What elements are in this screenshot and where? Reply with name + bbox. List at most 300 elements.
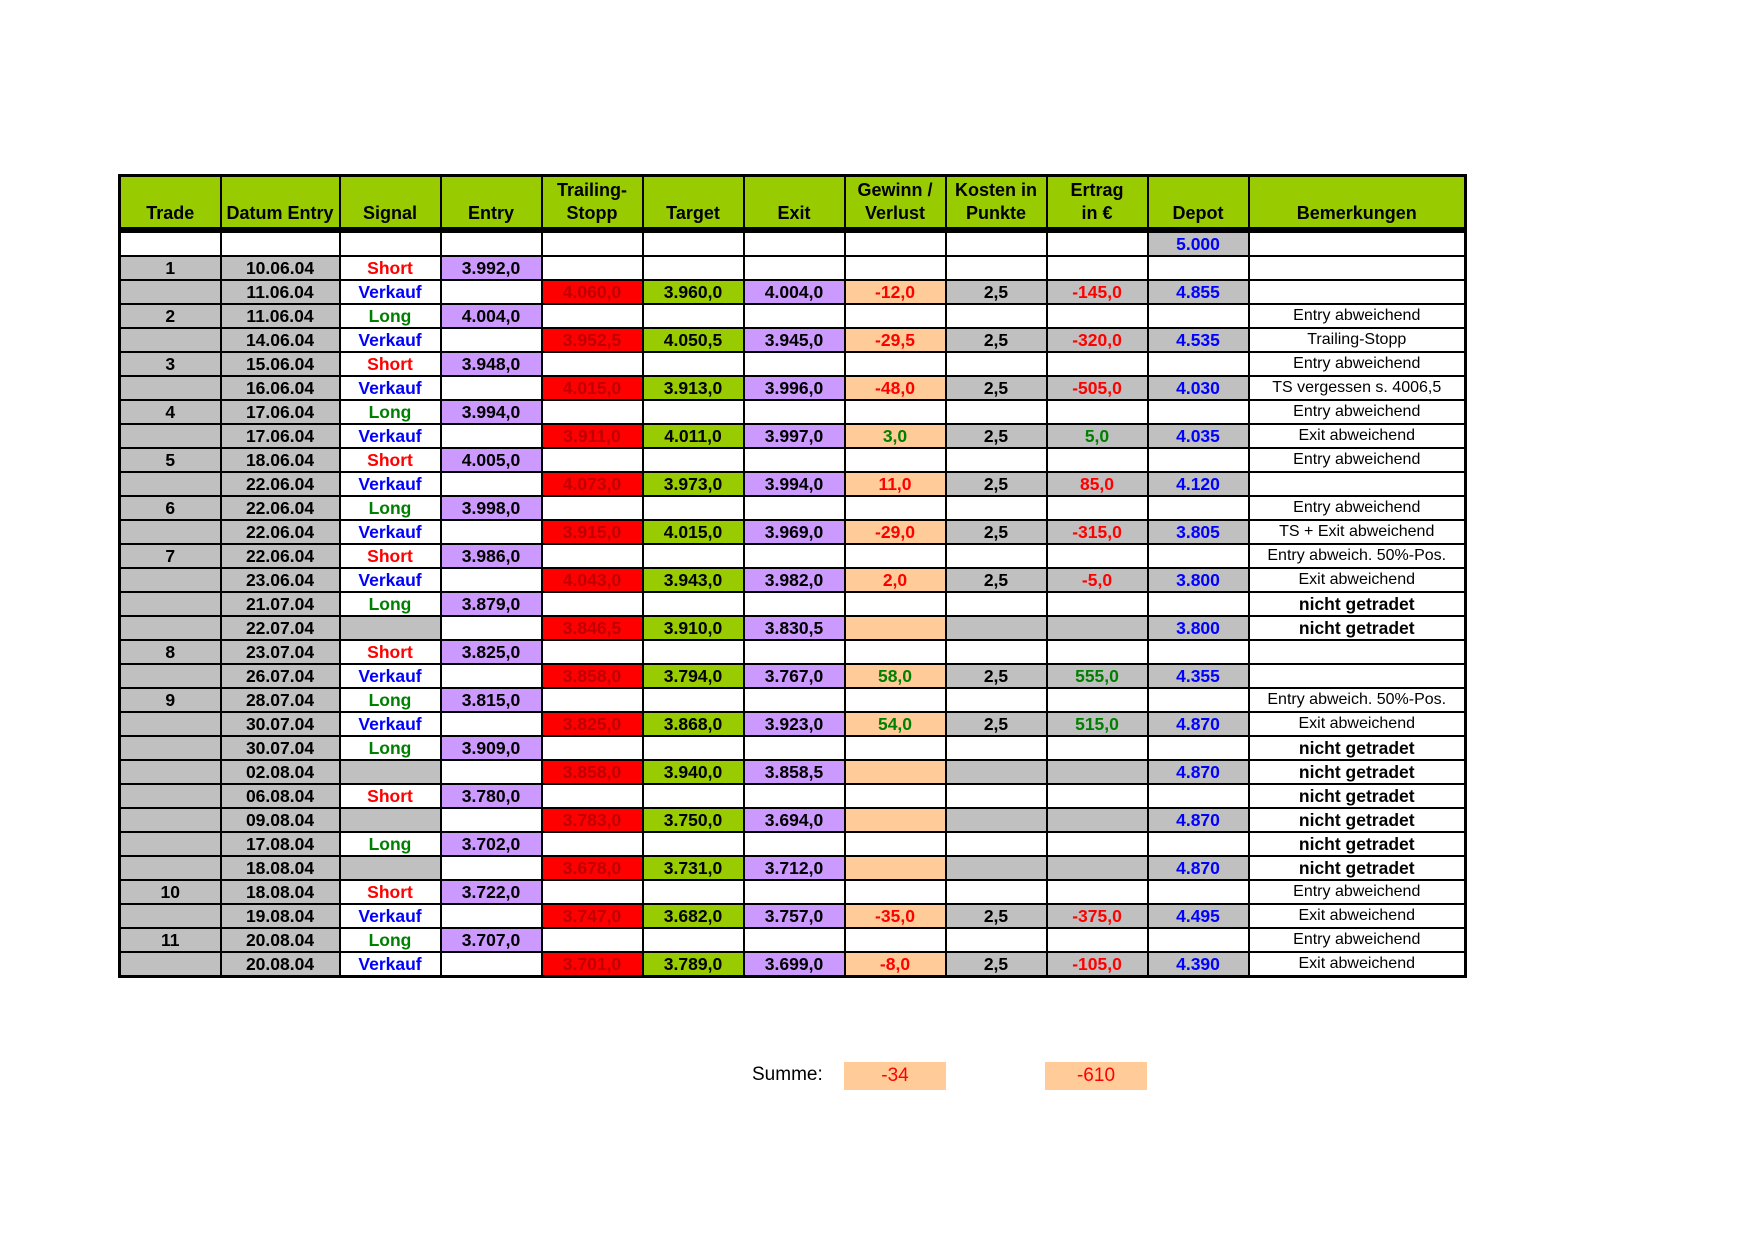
cell-target: 3.750,0: [643, 808, 744, 832]
cell-date: 19.08.04: [221, 904, 340, 928]
cell-signal: Short: [340, 880, 441, 904]
table-row: [120, 568, 1466, 592]
cell-exit: 3.830,5: [744, 616, 845, 640]
cell-trailing-stopp: 3.825,0: [542, 712, 643, 736]
cell-date: 17.06.04: [221, 424, 340, 448]
cell-gewinn-verlust: 11,0: [845, 472, 946, 496]
cell-kosten: [946, 592, 1047, 616]
cell-date: 11.06.04: [221, 280, 340, 304]
cell-entry: [441, 616, 542, 640]
cell-gewinn-verlust: -29,0: [845, 520, 946, 544]
cell-exit: 3.767,0: [744, 664, 845, 688]
cell-bemerkungen: Exit abweichend: [1249, 952, 1466, 977]
cell-date: 18.06.04: [221, 448, 340, 472]
cell-exit: 3.994,0: [744, 472, 845, 496]
cell-depot: 4.870: [1148, 856, 1249, 880]
trade-journal-table: [118, 174, 1467, 978]
cell-target: [643, 352, 744, 376]
cell-ertrag: -505,0: [1047, 376, 1148, 400]
cell-gewinn-verlust: [845, 304, 946, 328]
cell-gewinn-verlust: [845, 928, 946, 952]
table-row: [120, 736, 1466, 760]
table-row: [120, 520, 1466, 544]
cell-date: 18.08.04: [221, 880, 340, 904]
cell-trade: 6: [120, 496, 221, 520]
cell-entry: 3.998,0: [441, 496, 542, 520]
cell-depot: [1148, 736, 1249, 760]
cell-kosten: [946, 304, 1047, 328]
cell-entry: 3.986,0: [441, 544, 542, 568]
cell-depot: 4.870: [1148, 760, 1249, 784]
cell-trailing-stopp: [542, 736, 643, 760]
cell-trade: [120, 952, 221, 977]
cell-target: 3.682,0: [643, 904, 744, 928]
cell-signal: Short: [340, 256, 441, 280]
cell-gewinn-verlust: 2,0: [845, 568, 946, 592]
cell-bemerkungen: Trailing-Stopp: [1249, 328, 1466, 352]
cell-target: [643, 928, 744, 952]
cell-kosten: 2,5: [946, 328, 1047, 352]
cell-target: [643, 736, 744, 760]
cell-target: 4.050,5: [643, 328, 744, 352]
cell-gewinn-verlust: [845, 832, 946, 856]
cell-gewinn-verlust: -35,0: [845, 904, 946, 928]
cell-trade: 9: [120, 688, 221, 712]
cell-entry: 4.004,0: [441, 304, 542, 328]
cell-exit: [744, 256, 845, 280]
table-row: [120, 472, 1466, 496]
cell-trade: 5: [120, 448, 221, 472]
cell-target: 3.910,0: [643, 616, 744, 640]
cell-kosten: [946, 928, 1047, 952]
cell-kosten: [946, 230, 1047, 256]
cell-bemerkungen: Entry abweich. 50%-Pos.: [1249, 544, 1466, 568]
cell-signal: Long: [340, 736, 441, 760]
cell-depot: [1148, 880, 1249, 904]
cell-depot: 4.855: [1148, 280, 1249, 304]
cell-date: 10.06.04: [221, 256, 340, 280]
cell-signal: Long: [340, 688, 441, 712]
cell-signal: Verkauf: [340, 712, 441, 736]
cell-exit: 3.757,0: [744, 904, 845, 928]
table-row: [120, 688, 1466, 712]
cell-date: 06.08.04: [221, 784, 340, 808]
cell-trade: [120, 520, 221, 544]
cell-exit: [744, 496, 845, 520]
cell-target: [643, 256, 744, 280]
cell-date: 15.06.04: [221, 352, 340, 376]
table-row: [120, 592, 1466, 616]
cell-date: 09.08.04: [221, 808, 340, 832]
cell-exit: 3.969,0: [744, 520, 845, 544]
cell-bemerkungen: Exit abweichend: [1249, 712, 1466, 736]
cell-gewinn-verlust: 58,0: [845, 664, 946, 688]
header-ertrag: [1047, 176, 1148, 231]
table-row: [120, 880, 1466, 904]
cell-date: 17.06.04: [221, 400, 340, 424]
cell-depot: [1148, 832, 1249, 856]
table-row: [120, 328, 1466, 352]
cell-ertrag: 85,0: [1047, 472, 1148, 496]
cell-target: 3.960,0: [643, 280, 744, 304]
cell-signal: Long: [340, 832, 441, 856]
cell-depot: 4.355: [1148, 664, 1249, 688]
cell-gewinn-verlust: [845, 856, 946, 880]
cell-target: [643, 544, 744, 568]
cell-target: 3.868,0: [643, 712, 744, 736]
table-row: [120, 352, 1466, 376]
table-row: [120, 952, 1466, 977]
cell-depot: [1148, 640, 1249, 664]
cell-entry: [441, 760, 542, 784]
cell-bemerkungen: nicht getradet: [1249, 808, 1466, 832]
cell-gewinn-verlust: [845, 400, 946, 424]
cell-depot: [1148, 928, 1249, 952]
cell-entry: [441, 664, 542, 688]
cell-target: 3.789,0: [643, 952, 744, 977]
cell-target: 3.731,0: [643, 856, 744, 880]
cell-trailing-stopp: 3.952,5: [542, 328, 643, 352]
cell-kosten: [946, 544, 1047, 568]
cell-depot: [1148, 352, 1249, 376]
cell-entry: 3.815,0: [441, 688, 542, 712]
cell-entry: [441, 472, 542, 496]
cell-gewinn-verlust: 54,0: [845, 712, 946, 736]
header-row: [120, 176, 1466, 231]
cell-trade: [120, 736, 221, 760]
cell-entry: [441, 280, 542, 304]
cell-ertrag: 515,0: [1047, 712, 1148, 736]
cell-depot: 4.030: [1148, 376, 1249, 400]
cell-ertrag: [1047, 856, 1148, 880]
cell-trade: [120, 856, 221, 880]
cell-entry: [441, 376, 542, 400]
cell-bemerkungen: [1249, 664, 1466, 688]
cell-bemerkungen: Exit abweichend: [1249, 904, 1466, 928]
cell-trade: 11: [120, 928, 221, 952]
cell-trade: [120, 760, 221, 784]
cell-gewinn-verlust: [845, 784, 946, 808]
cell-entry: [441, 424, 542, 448]
cell-signal: Verkauf: [340, 568, 441, 592]
cell-trade: [120, 592, 221, 616]
table-row: [120, 376, 1466, 400]
cell-kosten: [946, 352, 1047, 376]
header-kosten-line2: Punkte: [965, 203, 1026, 223]
cell-entry: [441, 712, 542, 736]
cell-depot: [1148, 448, 1249, 472]
cell-gewinn-verlust: [845, 592, 946, 616]
table-row: [120, 856, 1466, 880]
cell-ertrag: -5,0: [1047, 568, 1148, 592]
cell-bemerkungen: Entry abweichend: [1249, 928, 1466, 952]
cell-entry: 3.948,0: [441, 352, 542, 376]
cell-bemerkungen: nicht getradet: [1249, 592, 1466, 616]
cell-trailing-stopp: 3.678,0: [542, 856, 643, 880]
cell-signal: Short: [340, 352, 441, 376]
cell-depot: 4.870: [1148, 808, 1249, 832]
cell-trade: [120, 230, 221, 256]
cell-bemerkungen: TS + Exit abweichend: [1249, 520, 1466, 544]
cell-gewinn-verlust: [845, 760, 946, 784]
cell-ertrag: [1047, 256, 1148, 280]
cell-ertrag: -375,0: [1047, 904, 1148, 928]
cell-date: 23.06.04: [221, 568, 340, 592]
cell-target: 3.973,0: [643, 472, 744, 496]
cell-bemerkungen: [1249, 280, 1466, 304]
cell-ertrag: [1047, 496, 1148, 520]
cell-trade: [120, 328, 221, 352]
cell-trailing-stopp: 3.783,0: [542, 808, 643, 832]
cell-kosten: 2,5: [946, 664, 1047, 688]
cell-signal: Verkauf: [340, 904, 441, 928]
cell-signal: [340, 230, 441, 256]
cell-kosten: 2,5: [946, 376, 1047, 400]
cell-depot: [1148, 400, 1249, 424]
cell-kosten: 2,5: [946, 904, 1047, 928]
cell-date: [221, 230, 340, 256]
cell-target: [643, 592, 744, 616]
cell-bemerkungen: Entry abweichend: [1249, 400, 1466, 424]
cell-kosten: 2,5: [946, 952, 1047, 977]
cell-signal: Long: [340, 304, 441, 328]
summary-ertrag-total: -610: [1045, 1062, 1147, 1090]
cell-exit: 3.982,0: [744, 568, 845, 592]
cell-date: 21.07.04: [221, 592, 340, 616]
cell-target: [643, 496, 744, 520]
cell-depot: 3.800: [1148, 568, 1249, 592]
cell-target: [643, 448, 744, 472]
cell-date: 22.06.04: [221, 472, 340, 496]
cell-depot: 4.870: [1148, 712, 1249, 736]
cell-trailing-stopp: [542, 448, 643, 472]
cell-gewinn-verlust: [845, 496, 946, 520]
cell-bemerkungen: [1249, 230, 1466, 256]
table-row: [120, 496, 1466, 520]
header-entry: Entry: [441, 176, 542, 231]
cell-target: [643, 304, 744, 328]
cell-trade: 1: [120, 256, 221, 280]
cell-bemerkungen: Exit abweichend: [1249, 424, 1466, 448]
cell-trailing-stopp: 4.073,0: [542, 472, 643, 496]
cell-ertrag: -320,0: [1047, 328, 1148, 352]
cell-depot: 4.120: [1148, 472, 1249, 496]
cell-date: 23.07.04: [221, 640, 340, 664]
cell-depot: [1148, 304, 1249, 328]
cell-date: 11.06.04: [221, 304, 340, 328]
cell-exit: 3.996,0: [744, 376, 845, 400]
cell-depot: 4.390: [1148, 952, 1249, 977]
cell-kosten: [946, 832, 1047, 856]
header-trade: Trade: [120, 176, 221, 231]
cell-gewinn-verlust: [845, 808, 946, 832]
cell-trailing-stopp: 4.043,0: [542, 568, 643, 592]
cell-date: 14.06.04: [221, 328, 340, 352]
cell-signal: Verkauf: [340, 280, 441, 304]
cell-target: 4.011,0: [643, 424, 744, 448]
cell-entry: [441, 520, 542, 544]
cell-bemerkungen: [1249, 256, 1466, 280]
cell-bemerkungen: [1249, 640, 1466, 664]
cell-ertrag: -315,0: [1047, 520, 1148, 544]
header-gewinn-line2: Verlust: [864, 203, 926, 223]
cell-trade: [120, 664, 221, 688]
cell-signal: Long: [340, 496, 441, 520]
cell-target: [643, 832, 744, 856]
cell-trailing-stopp: [542, 256, 643, 280]
cell-trade: [120, 376, 221, 400]
cell-gewinn-verlust: [845, 688, 946, 712]
cell-target: [643, 230, 744, 256]
cell-trailing-stopp: 4.015,0: [542, 376, 643, 400]
cell-trailing-stopp: 3.846,5: [542, 616, 643, 640]
cell-depot: [1148, 496, 1249, 520]
table-row: [120, 784, 1466, 808]
cell-exit: [744, 592, 845, 616]
cell-kosten: [946, 856, 1047, 880]
cell-trailing-stopp: 3.747,0: [542, 904, 643, 928]
table-row: [120, 808, 1466, 832]
cell-entry: 3.825,0: [441, 640, 542, 664]
table-row: [120, 760, 1466, 784]
header-trailing-line1: Trailing-: [556, 180, 627, 200]
cell-exit: 3.699,0: [744, 952, 845, 977]
cell-exit: [744, 230, 845, 256]
cell-depot: 3.800: [1148, 616, 1249, 640]
table-row: [120, 448, 1466, 472]
cell-trade: [120, 904, 221, 928]
cell-depot: 3.805: [1148, 520, 1249, 544]
cell-bemerkungen: Entry abweichend: [1249, 448, 1466, 472]
cell-kosten: [946, 808, 1047, 832]
cell-trailing-stopp: [542, 304, 643, 328]
cell-trailing-stopp: 3.911,0: [542, 424, 643, 448]
cell-depot: [1148, 784, 1249, 808]
cell-date: 26.07.04: [221, 664, 340, 688]
cell-ertrag: [1047, 808, 1148, 832]
initial-row: [120, 230, 1466, 256]
cell-target: [643, 640, 744, 664]
cell-entry: [441, 904, 542, 928]
cell-ertrag: 555,0: [1047, 664, 1148, 688]
cell-bemerkungen: Entry abweichend: [1249, 352, 1466, 376]
cell-ertrag: [1047, 928, 1148, 952]
cell-trailing-stopp: 3.915,0: [542, 520, 643, 544]
cell-date: 22.06.04: [221, 544, 340, 568]
cell-ertrag: [1047, 760, 1148, 784]
cell-gewinn-verlust: [845, 736, 946, 760]
cell-entry: 3.707,0: [441, 928, 542, 952]
header-gewinn-line1: Gewinn /: [857, 180, 933, 200]
header-ertrag-line1: Ertrag: [1070, 180, 1124, 200]
cell-exit: [744, 544, 845, 568]
header-trailing-line2: Stopp: [566, 203, 618, 223]
header-depot: Depot: [1148, 176, 1249, 231]
cell-entry: 3.702,0: [441, 832, 542, 856]
cell-date: 22.07.04: [221, 616, 340, 640]
cell-entry: 4.005,0: [441, 448, 542, 472]
cell-trade: [120, 280, 221, 304]
cell-entry: [441, 328, 542, 352]
cell-kosten: 2,5: [946, 424, 1047, 448]
cell-trade: [120, 784, 221, 808]
cell-signal: Short: [340, 784, 441, 808]
cell-kosten: [946, 616, 1047, 640]
header-kosten-line1: Kosten in: [954, 180, 1037, 200]
cell-trailing-stopp: [542, 784, 643, 808]
cell-trade: [120, 472, 221, 496]
cell-gewinn-verlust: [845, 352, 946, 376]
summary-gewinn-total: -34: [844, 1062, 946, 1090]
cell-entry: [441, 856, 542, 880]
header-gewinn-verlust: [845, 176, 946, 231]
cell-ertrag: [1047, 352, 1148, 376]
cell-exit: [744, 688, 845, 712]
table-row: [120, 544, 1466, 568]
cell-ertrag: [1047, 640, 1148, 664]
cell-ertrag: [1047, 688, 1148, 712]
cell-kosten: [946, 880, 1047, 904]
cell-bemerkungen: nicht getradet: [1249, 856, 1466, 880]
cell-target: 3.794,0: [643, 664, 744, 688]
cell-target: [643, 880, 744, 904]
cell-signal: Verkauf: [340, 952, 441, 977]
cell-ertrag: [1047, 544, 1148, 568]
cell-exit: [744, 832, 845, 856]
cell-depot: [1148, 256, 1249, 280]
cell-kosten: [946, 736, 1047, 760]
header-target: Target: [643, 176, 744, 231]
cell-gewinn-verlust: [845, 256, 946, 280]
header-kosten: [946, 176, 1047, 231]
cell-date: 22.06.04: [221, 496, 340, 520]
cell-trailing-stopp: [542, 544, 643, 568]
cell-target: [643, 400, 744, 424]
cell-signal: Long: [340, 928, 441, 952]
cell-exit: 3.997,0: [744, 424, 845, 448]
cell-date: 02.08.04: [221, 760, 340, 784]
header-exit: Exit: [744, 176, 845, 231]
cell-target: [643, 688, 744, 712]
cell-exit: [744, 448, 845, 472]
cell-exit: 3.945,0: [744, 328, 845, 352]
cell-signal: [340, 616, 441, 640]
cell-exit: 3.694,0: [744, 808, 845, 832]
cell-ertrag: [1047, 230, 1148, 256]
cell-gewinn-verlust: 3,0: [845, 424, 946, 448]
cell-exit: [744, 640, 845, 664]
cell-ertrag: 5,0: [1047, 424, 1148, 448]
cell-signal: Verkauf: [340, 520, 441, 544]
cell-trade: [120, 808, 221, 832]
table-row: [120, 928, 1466, 952]
table-row: [120, 904, 1466, 928]
cell-trailing-stopp: [542, 496, 643, 520]
cell-date: 22.06.04: [221, 520, 340, 544]
cell-trade: [120, 712, 221, 736]
cell-bemerkungen: Entry abweichend: [1249, 880, 1466, 904]
cell-trade: 3: [120, 352, 221, 376]
cell-gewinn-verlust: [845, 544, 946, 568]
header-ertrag-line2: in €: [1081, 203, 1113, 223]
cell-depot: [1148, 544, 1249, 568]
table-row: [120, 280, 1466, 304]
table-row: [120, 616, 1466, 640]
table-row: [120, 664, 1466, 688]
cell-signal: Short: [340, 448, 441, 472]
cell-gewinn-verlust: [845, 230, 946, 256]
cell-depot: [1148, 688, 1249, 712]
